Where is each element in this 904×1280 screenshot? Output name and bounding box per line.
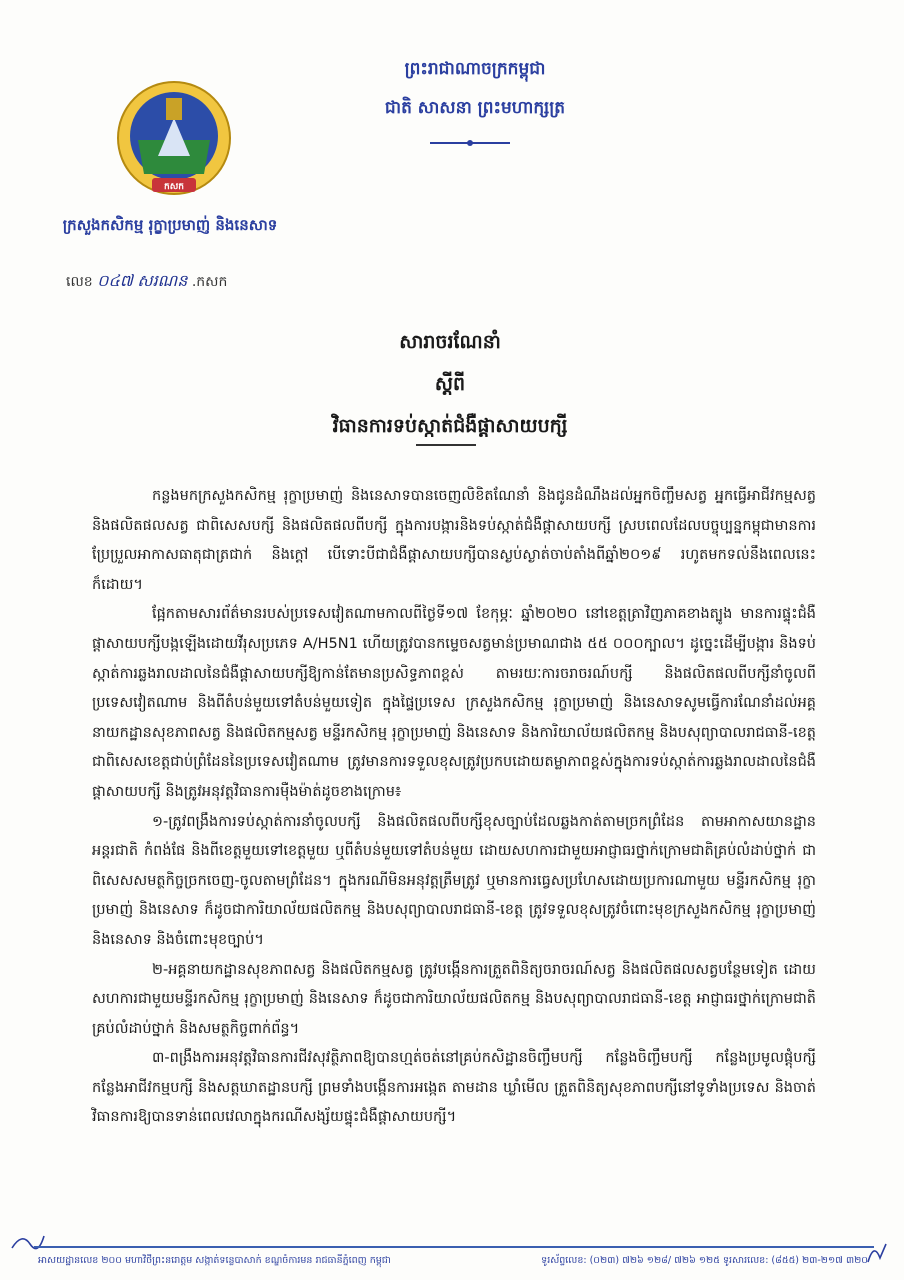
ministry-logo [108,78,240,206]
footer-rule [34,1246,874,1248]
title-line3: វិធានការទប់ស្កាត់ជំងឺផ្តាសាយបក្សី [332,415,568,437]
title-line1: សារាចរណែនាំ [399,331,501,353]
title-line2: ស្តីពី [434,373,466,395]
header-ornament-dot [467,140,473,146]
paragraph-intro: កន្លងមកក្រសួងកសិកម្ម រុក្ខាប្រមាញ់ និងនេសាទបានចេញលិខិតណែនាំ និងជូនដំណឹងដល់អ្នកចិញ្ចឹមសត្វ អ្នកធ្វើអាជីវកម្មសត្វ និងផលិតផលសត្វ ជាពិសេសបក្សី និងផលិតផលពីបក្សី ក្នុងការបង្ការនិងទប់ស្កាត់ជំងឺផ្តាសាយបក្សី ស្របពេលដែលបច្ចុប្បន្នកម្ពុជាមានការប្រែប្រួលអាកាសធាតុជាត្រជាក់ និងក្តៅ បើទោះបីជាជំងឺផ្តាសាយបក្សីបានស្ងប់ស្ងាត់ចាប់តាំងពីឆ្នាំ២០១៩ រហូតមកទល់នឹងពេលនេះក៏ដោយ។ [92,488,816,593]
reference-number [66,270,296,294]
ministry-name: ក្រសួងកសិកម្ម រុក្ខាប្រមាញ់ និងនេសាទ [62,216,278,234]
ref-number: ០៤៧ [97,271,133,290]
footer-phone: ទូរស័ព្ទលេខ: (០២៣) ៧២៦ ១២៨/ ៧២៦ ១២៥ ទូរសារលេខ: (៨៥៥) ២៣-២១៧ ៣២០ [541,1255,868,1266]
initials-mark [8,1226,48,1256]
logo-text: កសក [164,182,184,192]
footer-address: អាសយដ្ឋានលេខ ២០០ មហាវិថីព្រះនរោត្តម សង្កាត់ទន្លេបាសាក់ ខណ្ឌចំការមន រាជធានីភ្នំពេញ កម្ពុជា [38,1255,391,1266]
document-title [250,330,650,456]
kingdom-line2: ជាតិ សាសនា ព្រះមហាក្សត្រ [384,98,566,118]
document-body [92,482,816,1133]
paragraph-item-1: ១-ត្រូវពង្រឹងការទប់ស្កាត់ការនាំចូលបក្សី និងផលិតផលពីបក្សីខុសច្បាប់ដែលឆ្លងកាត់តាមច្រកព្រំដែន តាមអាកាសយានដ្ឋានអន្តរជាតិ កំពង់ផែ និងពីខេត្តមួយទៅខេត្តមួយ ឬពីតំបន់មួយទៅតំបន់មួយ ដោយសហការជាមួយអាជ្ញាធរថ្នាក់ក្រោមជាតិគ្រប់លំដាប់ថ្នាក់ ជាពិសេសសមត្ថកិច្ចច្រកចេញ-ចូលតាមព្រំដែន។ ក្នុងករណីមិនអនុវត្តត្រឹមត្រូវ ឬមានការធ្វេសប្រហែសដោយប្រការណាមួយ មន្ទីរកសិកម្ម រុក្ខាប្រមាញ់ និងនេសាទ ក៏ដូចជាការិយាល័យផលិតកម្ម និងបសុព្យាបាលរាជធានី-ខេត្ត ត្រូវទទួលខុសត្រូវចំពោះមុខក្រសួងកសិកម្ម រុក្ខាប្រមាញ់ និងនេសាទ និងចំពោះមុខច្បាប់។ [92,813,816,948]
paragraph-item-2: ២-អគ្គនាយកដ្ឋានសុខភាពសត្វ និងផលិតកម្មសត្វ ត្រូវបង្កើនការត្រួតពិនិត្យចរាចរណ៍សត្វ និងផលិតផលសត្វបន្ថែមទៀត ដោយសហការជាមួយមន្ទីរកសិកម្ម រុក្ខាប្រមាញ់ និងនេសាទ ក៏ដូចជាការិយាល័យផលិតកម្ម និងបសុព្យាបាលរាជធានី-ខេត្ត អាជ្ញាធរថ្នាក់ក្រោមជាតិគ្រប់លំដាប់ថ្នាក់ និងសមត្ថកិច្ចពាក់ព័ន្ធ។ [92,961,816,1037]
ref-handwritten: សរណន [137,271,188,290]
paragraph-context: ផ្អែកតាមសារព័ត៌មានរបស់ប្រទេសវៀតណាមកាលពីថ្ងៃទី១៧ ខែកុម្ភៈ ឆ្នាំ២០២០ នៅខេត្តត្រាវិញភាគខាងត្បូង មានការផ្ទុះជំងឺផ្តាសាយបក្សីបង្កឡើងដោយវីរុសប្រភេទ A/H5N1 ហើយត្រូវបានកម្ទេចសត្វមាន់ប្រមាណជាង ៥៥ ០០០ក្បាល។ ដូច្នេះដើម្បីបង្ការ និងទប់ស្កាត់ការឆ្លងរាលដាលនៃជំងឺផ្តាសាយបក្សីឱ្យកាន់តែមានប្រសិទ្ធភាពខ្ពស់ តាមរយៈការចរាចរណ៍បក្សី និងផលិតផលពីបក្សីនាំចូលពីប្រទេសវៀតណាម និងពីតំបន់មួយទៅតំបន់មួយទៀត ក្នុងផ្ទៃប្រទេស ក្រសួងកសិកម្ម រុក្ខាប្រមាញ់ និងនេសាទសូមធ្វើការណែនាំដល់អគ្គនាយកដ្ឋានសុខភាពសត្វ និងផលិតកម្មសត្វ មន្ទីរកសិកម្ម រុក្ខាប្រមាញ់ និងនេសាទ និងការិយាល័យផលិតកម្ម និងបសុព្យាបាលរាជធានី-ខេត្ត ជាពិសេសខេត្តជាប់ព្រំដែននៃប្រទេសវៀតណាម ត្រូវមានការទទួលខុសត្រូវប្រកបដោយតម្លាភាពខ្ពស់ក្នុងការទប់ស្កាត់ការឆ្លងរាលដាលនៃជំងឺផ្តាសាយបក្សី និងត្រូវអនុវត្តវិធានការម៉ឺងម៉ាត់ដូចខាងក្រោម៖ [92,606,816,800]
ref-label: លេខ [66,274,93,290]
kingdom-header [350,58,600,136]
footer [38,1254,868,1268]
title-ornament [416,444,476,446]
ref-suffix: .កសក [191,274,228,290]
paragraph-item-3: ៣-ពង្រឹងការអនុវត្តវិធានការជីវសុវត្ថិភាពឱ្យបានហ្មត់ចត់នៅគ្រប់កសិដ្ឋានចិញ្ចឹមបក្សី កន្លែងចិញ្ចឹមបក្សី កន្លែងប្រមូលផ្តុំបក្សី កន្លែងអាជីវកម្មបក្សី និងសត្តឃាតដ្ឋានបក្សី ព្រមទាំងបង្កើនការអង្កេត តាមដាន ឃ្លាំមើល ត្រួតពិនិត្យសុខភាពបក្សីនៅទូទាំងប្រទេស និងចាត់វិធានការឱ្យបានទាន់ពេលវេលាក្នុងករណីសង្ស័យផ្ទុះជំងឺផ្តាសាយបក្សី។ [92,1050,816,1126]
kingdom-line1: ព្រះរាជាណាចក្រកម្ពុជា [404,59,546,79]
